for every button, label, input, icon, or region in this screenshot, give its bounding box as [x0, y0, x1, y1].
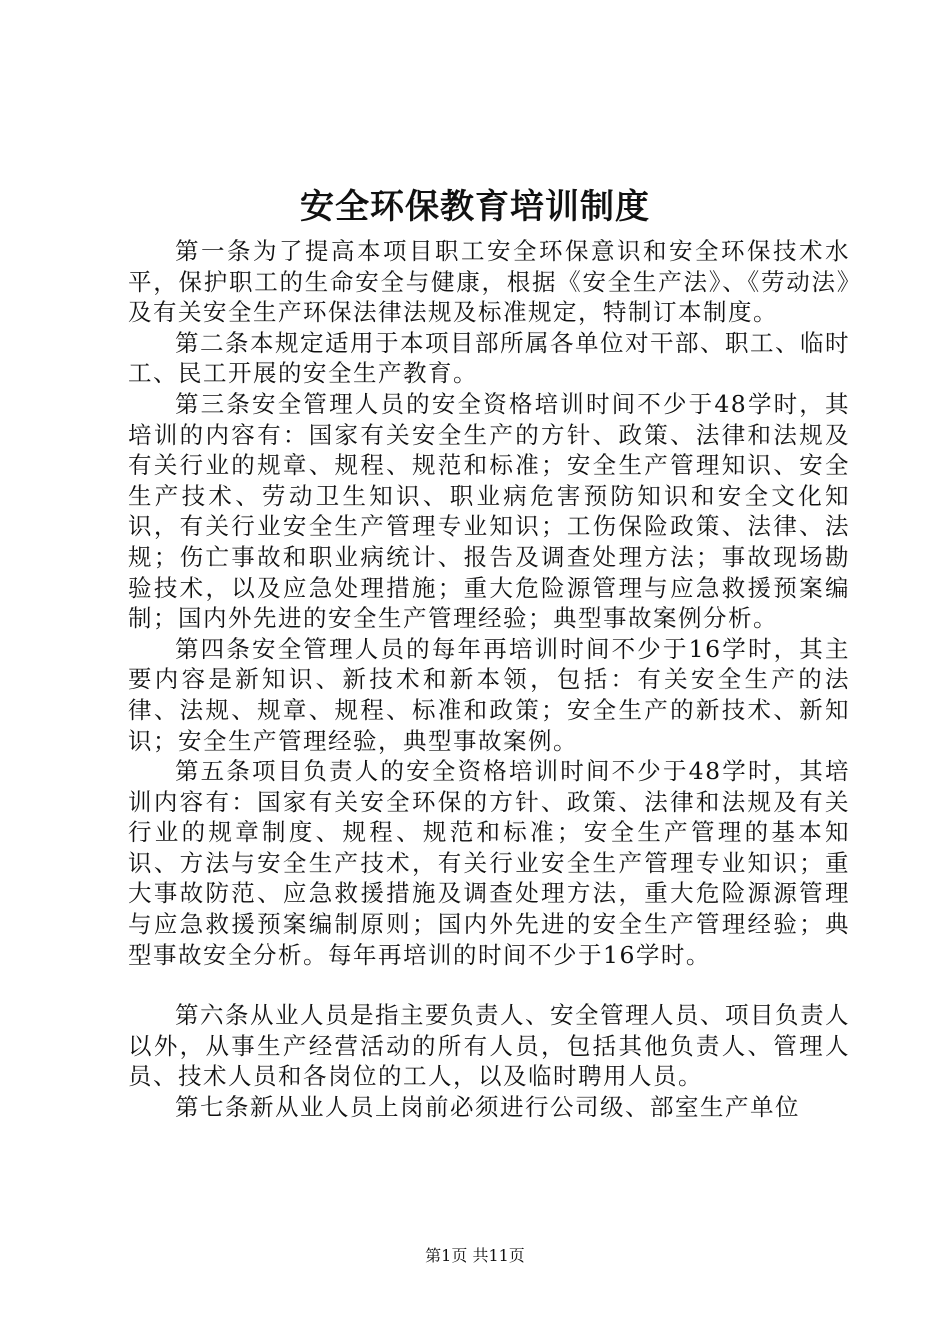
- paragraph-article-2: 第二条本规定适用于本项目部所属各单位对干部、职工、临时工、民工开展的安全生产教育。: [128, 328, 850, 388]
- page-number-footer: 第1页 共11页: [425, 1246, 525, 1265]
- document-title: 安全环保教育培训制度: [300, 187, 650, 227]
- paragraph-article-1: 第一条为了提高本项目职工安全环保意识和安全环保技术水平，保护职工的生命安全与健康，根据《安全生产法》、《劳动法》及有关安全生产环保法律法规及标准规定，特制订本制度。: [128, 237, 850, 327]
- paragraph-article-4: 第四条安全管理人员的每年再培训时间不少于16学时，其主要内容是新知识、新技术和新本领，包括：有关安全生产的法律、法规、规章、规程、标准和政策；安全生产的新技术、新知识；安全生产管理经验，典型事故案例。: [128, 634, 850, 755]
- paragraph-article-3: 第三条安全管理人员的安全资格培训时间不少于48学时，其培训的内容有：国家有关安全生产的方针、政策、法律和法规及有关行业的规章、规程、规范和标准；安全生产管理知识、安全生产技术、劳动卫生知识、职业病危害预防知识和安全文化知识，有关行业安全生产管理专业知识；工伤保险政策、法律、法规；伤亡事故和职业病统计、报告及调查处理方法；事故现场勘验技术，以及应急处理措施；重大危险源管理与应急救援预案编制；国内外先进的安全生产管理经验；典型事故案例分析。: [128, 389, 850, 633]
- paragraph-article-6: 第六条从业人员是指主要负责人、安全管理人员、项目负责人以外，从事生产经营活动的所有人员，包括其他负责人、管理人员、技术人员和各岗位的工人，以及临时聘用人员。: [128, 1001, 850, 1091]
- paragraph-article-5: 第五条项目负责人的安全资格培训时间不少于48学时，其培训内容有：国家有关安全环保的方针、政策、法律和法规及有关行业的规章制度、规程、规范和标准；安全生产管理的基本知识、方法与安全生产技术，有关行业安全生产管理专业知识；重大事故防范、应急救援措施及调查处理方法，重大危险源源管理与应急救援预案编制原则；国内外先进的安全生产管理经验；典型事故安全分析。每年再培训的时间不少于16学时。: [128, 757, 850, 969]
- paragraph-article-7: 第七条新从业人员上岗前必须进行公司级、部室生产单位: [175, 1093, 800, 1122]
- document-body: [128, 236, 850, 1123]
